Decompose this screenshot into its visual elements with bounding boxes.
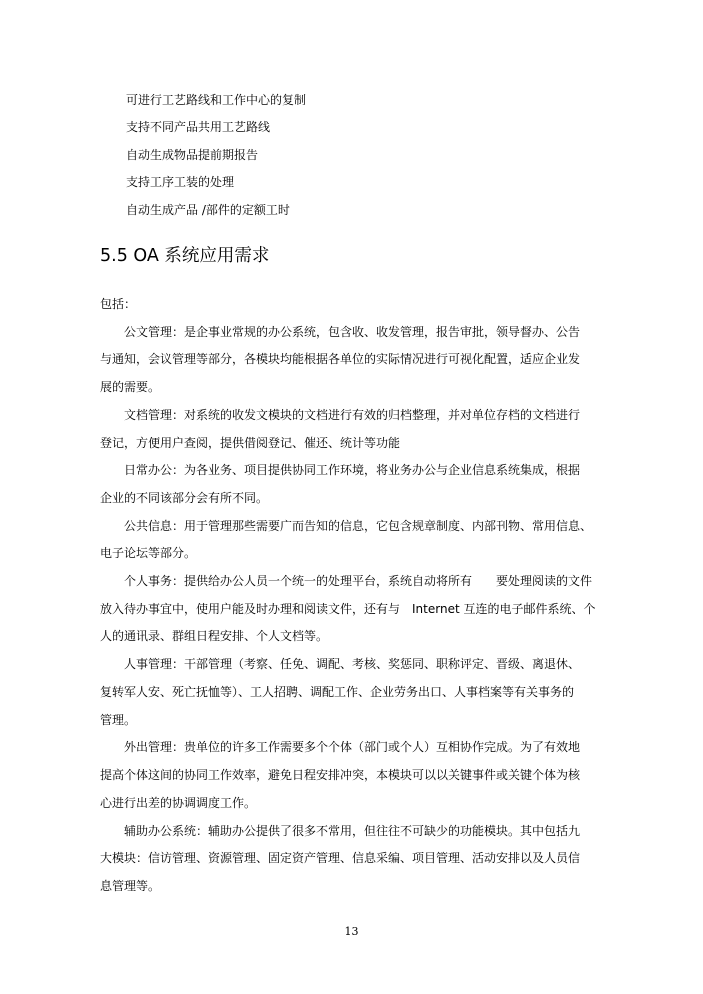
paragraph-line: 人的通讯录、群组日程安排、个人文档等。 xyxy=(100,629,329,643)
paragraph-line: 个人事务：提供给办公人员一个统一的处理平台，系统自动将所有 要处理阅读的文件 xyxy=(124,574,593,588)
bullet-item: 可进行工艺路线和工作中心的复制 xyxy=(126,93,307,107)
paragraph-line: 与通知，会议管理等部分，各模块均能根据各单位的实际情况进行可视化配置，适应企业发 xyxy=(100,352,581,366)
paragraph-line: 公共信息：用于管理那些需要广而告知的信息，它包含规章制度、内部刊物、常用信息、 xyxy=(124,519,593,533)
paragraph-line: 提高个体这间的协同工作效率，避免日程安排冲突，本模块可以以关键事件或关键个体为核 xyxy=(100,768,581,782)
intro-text: 包括： xyxy=(100,297,137,311)
paragraph-line: 人事管理：干部管理（考察、任免、调配、考核、奖惩同、职称评定、晋级、离退休、 xyxy=(124,657,581,671)
paragraph-line: 复转军人安、死亡抚恤等）、工人招聘、调配工作、企业劳务出口、人事档案等有关事务的 xyxy=(100,685,575,699)
paragraph-line: 展的需要。 xyxy=(100,380,161,394)
paragraph-line: 公文管理：是企事业常规的办公系统，包含收、收发管理，报告审批，领导督办、公告 xyxy=(124,325,581,339)
paragraph-line: 息管理等。 xyxy=(100,879,161,893)
bullet-item: 支持不同产品共用工艺路线 xyxy=(126,120,271,134)
paragraph-line: 放入待办事宜中，使用户能及时办理和阅读文件，还有与 Internet 互连的电子邮件系统、个 xyxy=(100,602,596,616)
paragraph-line: 大模块：信访管理、资源管理、固定资产管理、信息采编、项目管理、活动安排以及人员信 xyxy=(100,851,581,865)
paragraph-line: 外出管理：贵单位的许多工作需要多个个体（部门或个人）互相协作完成。为了有效地 xyxy=(124,740,581,754)
bullet-item: 自动生成产品 /部件的定额工时 xyxy=(126,203,290,217)
bullet-item: 支持工序工装的处理 xyxy=(126,175,235,189)
paragraph-line: 管理。 xyxy=(100,713,137,727)
paragraph-line: 登记，方便用户查阅，提供借阅登记、催还、统计等功能 xyxy=(100,436,401,450)
page-number: 13 xyxy=(344,925,359,938)
paragraph-line: 日常办公：为各业务、项目提供协同工作环境，将业务办公与企业信息系统集成，根据 xyxy=(124,463,581,477)
paragraph-line: 企业的不同该部分会有所不同。 xyxy=(100,491,269,505)
paragraph-line: 辅助办公系统：辅助办公提供了很多不常用，但往往不可缺少的功能模块。其中包括九 xyxy=(124,824,581,838)
paragraph-line: 文档管理：对系统的收发文模块的文档进行有效的归档整理，并对单位存档的文档进行 xyxy=(124,408,581,422)
bullet-item: 自动生成物品提前期报告 xyxy=(126,148,259,162)
section-heading: 5.5 OA 系统应用需求 xyxy=(100,246,270,266)
paragraph-line: 心进行出差的协调调度工作。 xyxy=(100,796,257,810)
paragraph-line: 电子论坛等部分。 xyxy=(100,546,197,560)
